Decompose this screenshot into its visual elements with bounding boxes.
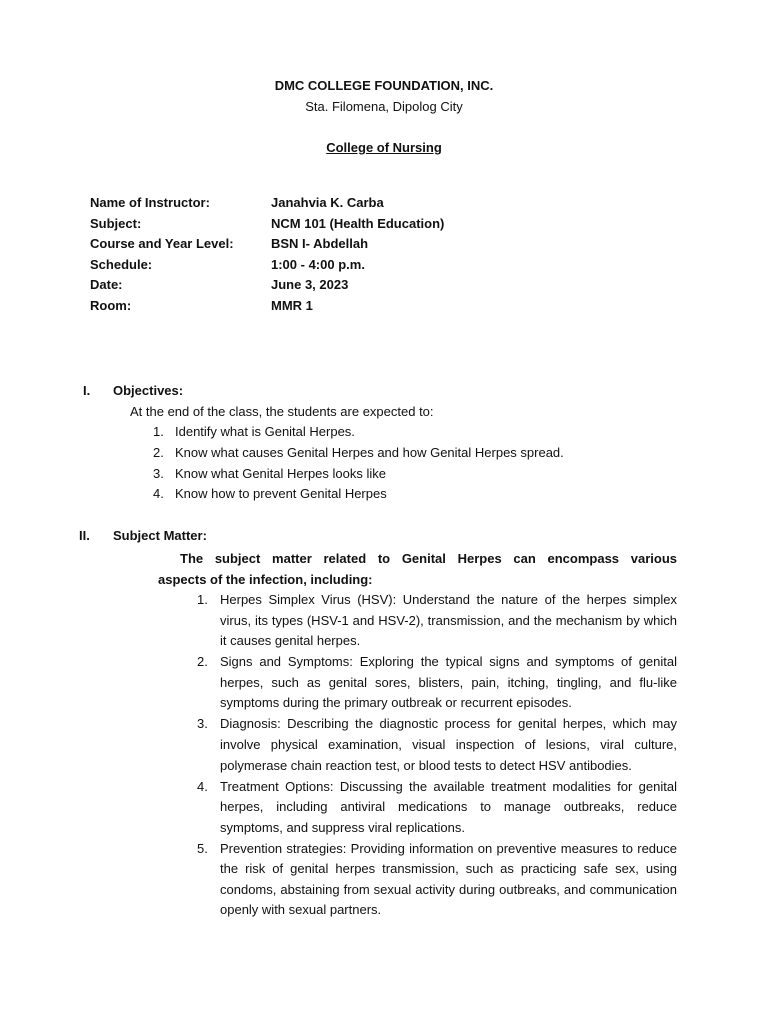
organization-address: Sta. Filomena, Dipolog City <box>305 99 463 114</box>
info-label: Course and Year Level: <box>90 236 234 252</box>
list-item <box>197 714 677 776</box>
list-item <box>153 424 564 445</box>
list-text: Diagnosis: Describing the diagnostic process for genital herpes, which may involve physical examination, visual inspection of lesions, viral culture, polymerase chain reaction test, or blood tests to detect HSV antibodies. <box>220 716 677 773</box>
info-row <box>90 298 444 319</box>
list-text: Identify what is Genital Herpes. <box>175 424 355 439</box>
list-number: 1. <box>153 424 164 439</box>
subject-matter-intro <box>158 549 677 590</box>
list-number: 2. <box>153 444 164 460</box>
list-number: 1. <box>197 592 208 607</box>
list-text: Know what causes Genital Herpes and how Genital Herpes spread. <box>175 444 564 460</box>
list-text: Treatment Options: Discussing the available treatment modalities for genital herpes, including antiviral medications to manage outbreaks, reduce symptoms, and suppress viral replications. <box>220 778 677 835</box>
list-text: Know how to prevent Genital Herpes <box>175 486 387 502</box>
list-text: Prevention strategies: Providing information on preventive measures to reduce the risk of genital herpes transmission, such as practicing safe sex, using condoms, abstaining from sexual activity during outbreaks, and communication openly with sexual partners. <box>220 840 677 918</box>
info-label: Room: <box>90 297 132 313</box>
list-text: Signs and Symptoms: Exploring the typical signs and symptoms of genital herpes, such as genital sores, blisters, pain, itching, tingling, and flu-like symptoms during the primary outbreak or recurrent episodes. <box>220 654 677 711</box>
course-info-block <box>90 195 444 319</box>
info-value: NCM 101 (Health Education) <box>271 215 445 231</box>
list-item <box>197 652 677 714</box>
list-item <box>153 486 564 507</box>
list-number: 3. <box>153 465 164 481</box>
list-number: 3. <box>197 716 208 732</box>
info-value: BSN I- Abdellah <box>271 236 369 252</box>
list-number: 2. <box>197 654 208 670</box>
info-row <box>90 195 444 216</box>
subject-matter-intro-line2: aspects of the infection, including: <box>158 571 373 587</box>
info-value: MMR 1 <box>271 297 313 313</box>
subject-matter-heading: Subject Matter: <box>113 528 207 543</box>
info-label: Date: <box>90 277 123 293</box>
list-number: 5. <box>197 840 208 856</box>
subject-matter-list <box>197 590 677 921</box>
objectives-number: I. <box>83 383 91 398</box>
objectives-heading: Objectives: <box>113 383 184 398</box>
list-text: Know what Genital Herpes looks like <box>175 465 386 481</box>
objectives-list <box>153 424 564 507</box>
info-row <box>90 277 444 298</box>
info-value: Janahvia K. Carba <box>271 195 384 210</box>
info-label: Schedule: <box>90 256 153 272</box>
info-value: June 3, 2023 <box>271 277 349 293</box>
subject-matter-intro-line1: The subject matter related to Genital Herpes can encompass various <box>180 551 677 566</box>
list-number: 4. <box>153 486 164 502</box>
organization-name: DMC COLLEGE FOUNDATION, INC. <box>274 78 494 93</box>
info-value: 1:00 - 4:00 p.m. <box>271 256 365 272</box>
list-item <box>197 839 677 921</box>
list-item <box>197 590 677 652</box>
info-row <box>90 236 444 257</box>
info-label: Name of Instructor: <box>90 195 210 210</box>
list-number: 4. <box>197 778 208 794</box>
list-item <box>153 466 564 487</box>
college-name: College of Nursing <box>326 140 442 155</box>
list-item <box>153 445 564 466</box>
info-row <box>90 257 444 278</box>
list-item <box>197 777 677 839</box>
subject-matter-number: II. <box>79 528 90 543</box>
list-text: Herpes Simplex Virus (HSV): Understand the nature of the herpes simplex virus, its types (HSV-1 and HSV-2), transmission, and the mechanism by which it causes genital herpes. <box>220 592 677 649</box>
info-row <box>90 216 444 237</box>
info-label: Subject: <box>90 215 142 231</box>
objectives-intro: At the end of the class, the students are expected to: <box>130 404 434 419</box>
